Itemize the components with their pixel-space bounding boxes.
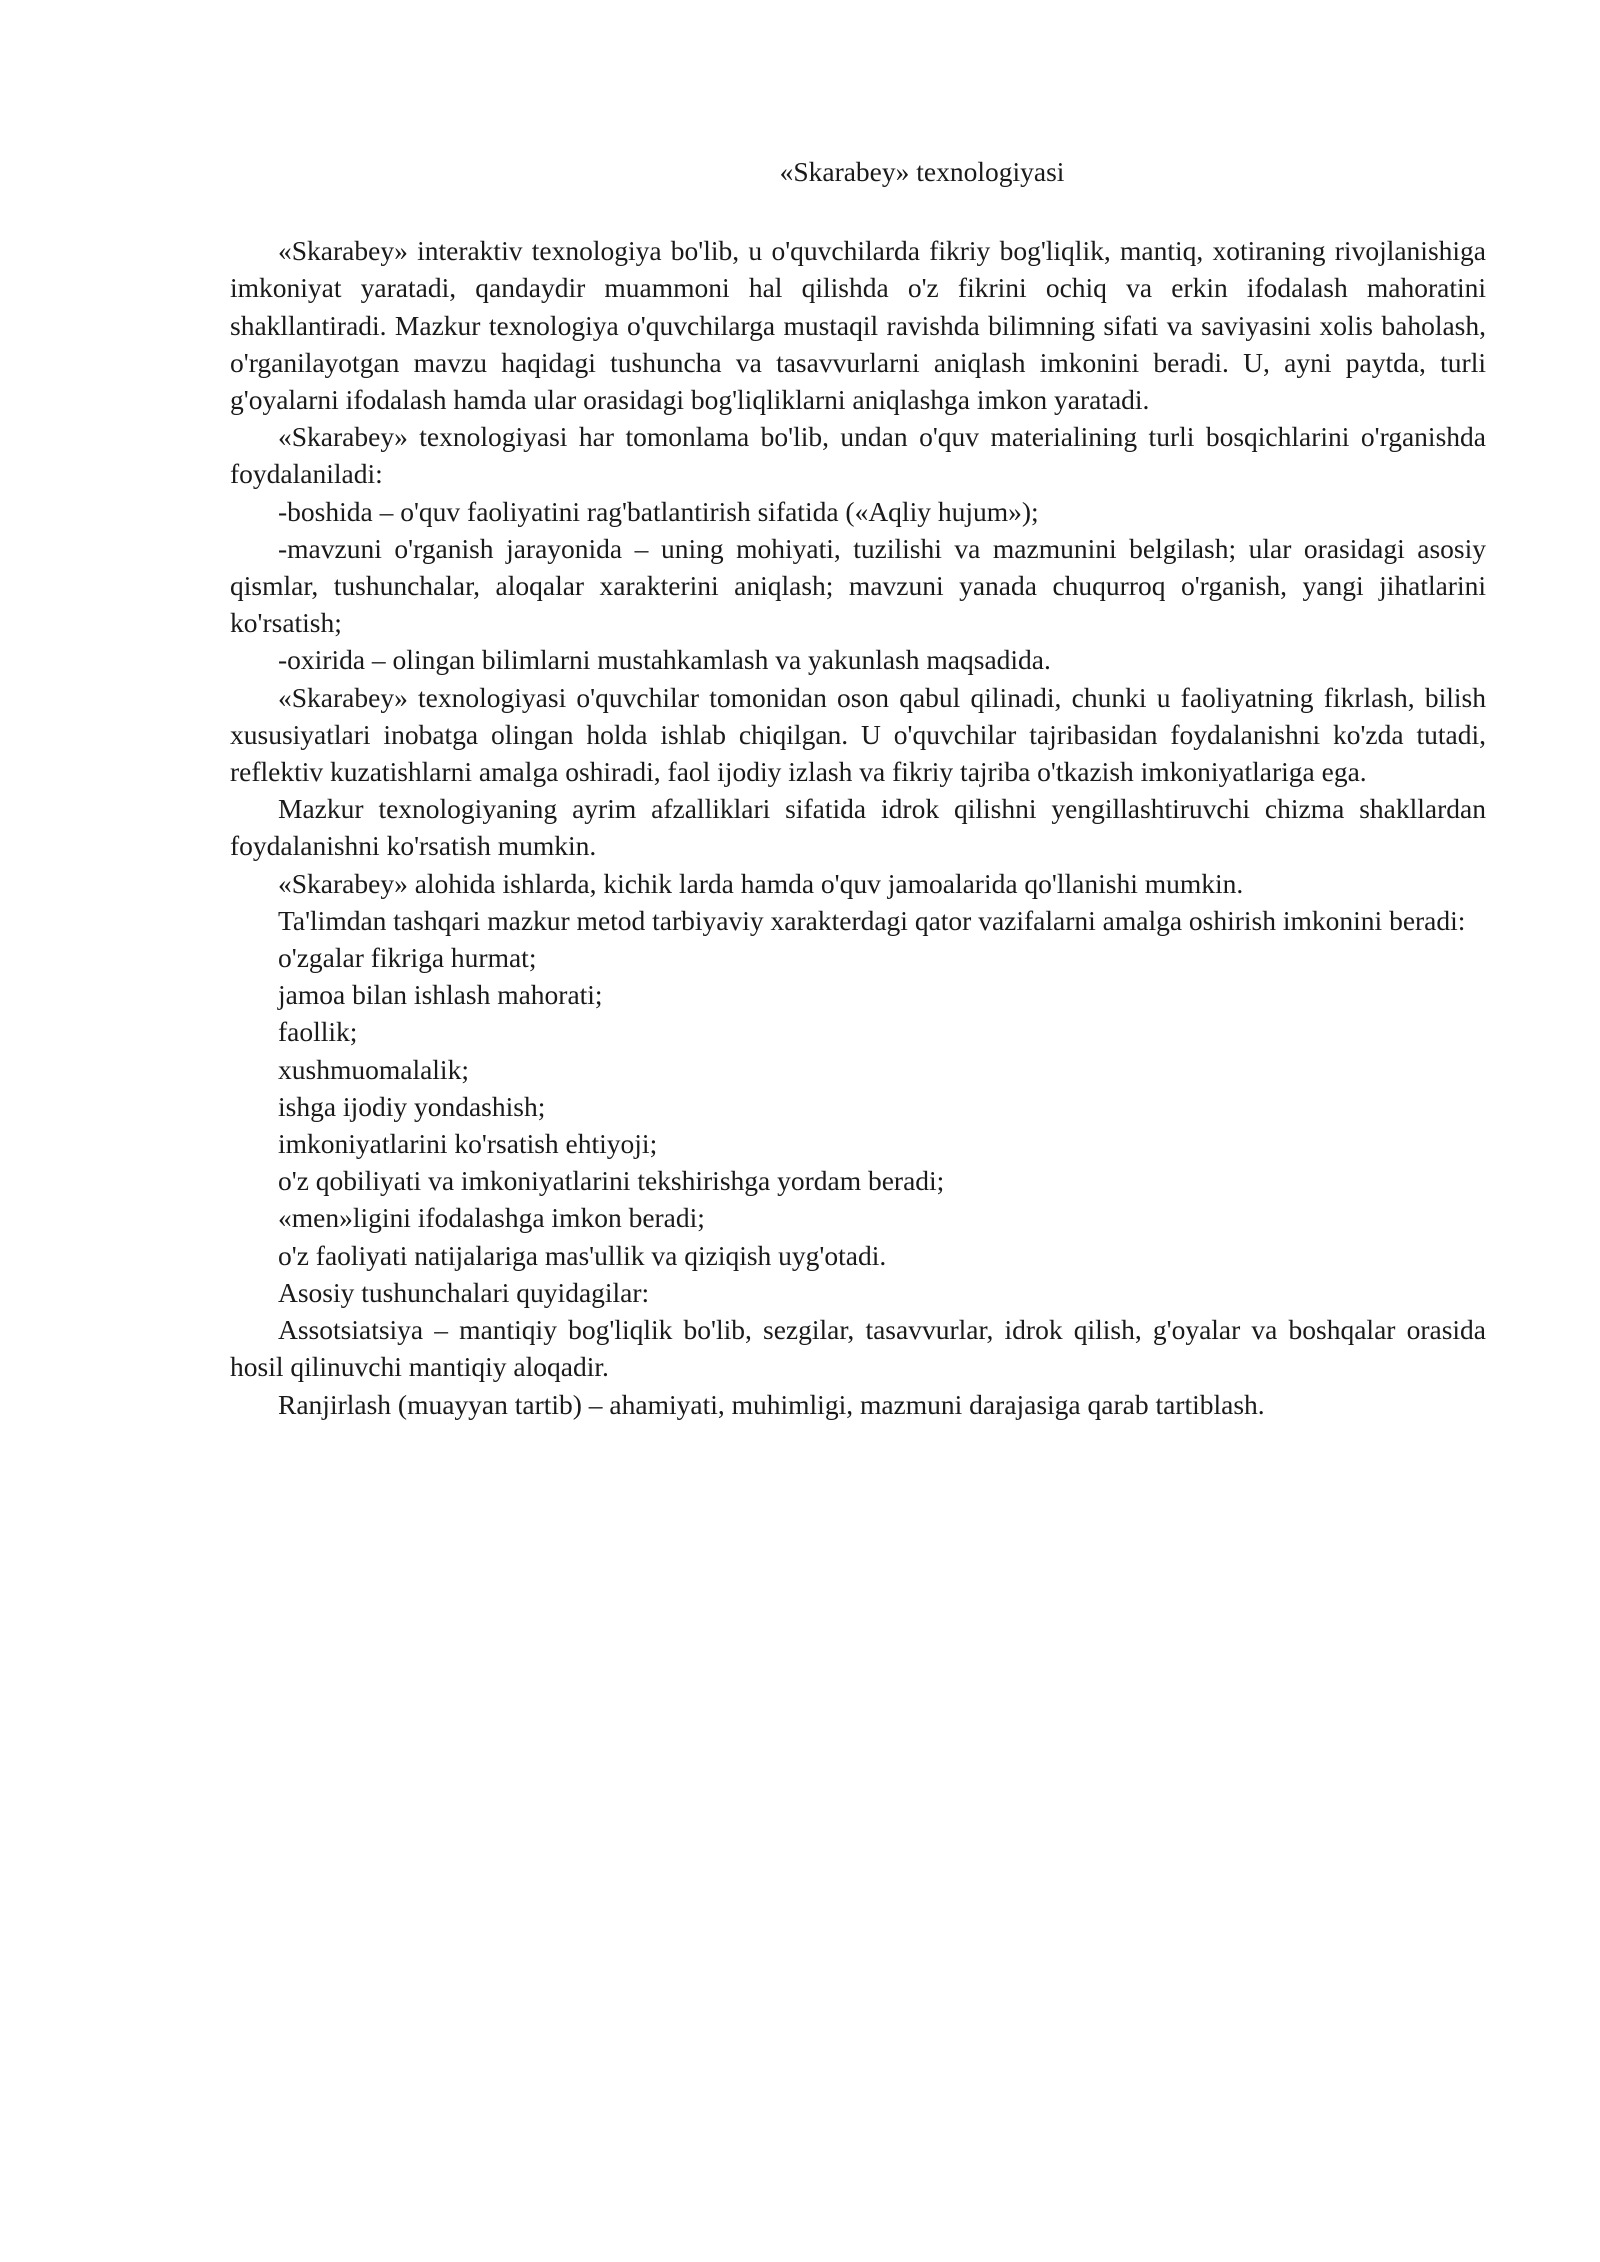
definition-paragraph: Ranjirlash (muayyan tartib) – ahamiyati, muhimligi, mazmuni darajasiga qarab tartiblash. — [278, 1388, 1265, 1420]
list-item: o'z faoliyati natijalariga mas'ullik va qiziqish uyg'otadi. — [278, 1239, 887, 1271]
paragraph: Ta'limdan tashqari mazkur metod tarbiyaviy xarakterdagi qator vazifalarni amalga oshirish imkonini beradi: — [278, 904, 1466, 936]
definition-paragraph: Assotsiatsiya – mantiqiy bog'liqlik bo'lib, sezgilar, tasavvurlar, idrok qilish, g'oyalar va boshqalar orasida hosil qilinuvchi mantiqiy aloqadir. — [230, 1314, 1486, 1383]
document-page — [230, 153, 1486, 1423]
list-item: o'zgalar fikriga hurmat; — [278, 942, 537, 974]
paragraph: «Skarabey» interaktiv texnologiya bo'lib, u o'quvchilarda fikriy bog'liqlik, mantiq, xotiraning rivojlanishiga imkoniyat yaratadi, qandaydir muammoni hal qilishda o'z fikrini ochiq va erkin ifodalash mahoratini shakllantiradi. Mazkur texnologiya o'quvchilarga mustaqil ravishda bilimning sifati va saviyasini xolis baholash, o'rganilayotgan mavzu haqidagi tushuncha va tasavvurlarni aniqlash imkonini beradi. U, ayni paytda, turli g'oyalarni ifodalash hamda ular orasidagi bog'liqliklarni aniqlashga imkon yaratadi. — [230, 235, 1486, 416]
list-item: «men»ligini ifodalashga imkon beradi; — [278, 1202, 705, 1234]
paragraph: -oxirida – olingan bilimlarni mustahkamlash va yakunlash maqsadida. — [278, 644, 1051, 676]
paragraph: -mavzuni o'rganish jarayonida – uning mohiyati, tuzilishi va mazmunini belgilash; ular orasidagi asosiy qismlar, tushunchalar, aloqalar xarakterini aniqlash; mavzuni yanada chuqurroq o'rganish, yangi jihatlarini ko'rsatish; — [230, 532, 1486, 639]
list-item: xushmuomalalik; — [278, 1053, 469, 1085]
paragraph: Mazkur texnologiyaning ayrim afzalliklari sifatida idrok qilishni yengillashtiruvchi chizma shakllardan foydalanishni ko'rsatish mumkin. — [230, 793, 1486, 862]
paragraph: «Skarabey» texnologiyasi har tomonlama bo'lib, undan o'quv materialining turli bosqichlarini o'rganishda foydalaniladi: — [230, 421, 1486, 490]
list-item: faollik; — [278, 1016, 358, 1048]
section-lead-line: Asosiy tushunchalari quyidagilar: — [278, 1276, 650, 1308]
list-item: o'z qobiliyati va imkoniyatlarini tekshirishga yordam beradi; — [278, 1165, 945, 1197]
paragraph: -boshida – o'quv faoliyatini rag'batlantirish sifatida («Aqliy hujum»); — [278, 495, 1039, 527]
paragraph: «Skarabey» alohida ishlarda, kichik larda hamda o'quv jamoalarida qo'llanishi mumkin. — [278, 867, 1244, 899]
list-item: jamoa bilan ishlash mahorati; — [278, 979, 603, 1011]
paragraph: «Skarabey» texnologiyasi o'quvchilar tomonidan oson qabul qilinadi, chunki u faoliyatning fikrlash, bilish xususiyatlari inobatga olingan holda ishlab chiqilgan. U o'quvchilar tajribasidan foydalanishni ko'zda tutadi, reflektiv kuzatishlarni amalga oshiradi, faol ijodiy izlash va fikriy tajriba o'tkazish imkoniyatlariga ega. — [230, 681, 1486, 788]
document-title: «Skarabey» texnologiyasi — [779, 156, 1065, 187]
list-item: imkoniyatlarini ko'rsatish ehtiyoji; — [278, 1128, 658, 1160]
list-item: ishga ijodiy yondashish; — [278, 1090, 546, 1122]
